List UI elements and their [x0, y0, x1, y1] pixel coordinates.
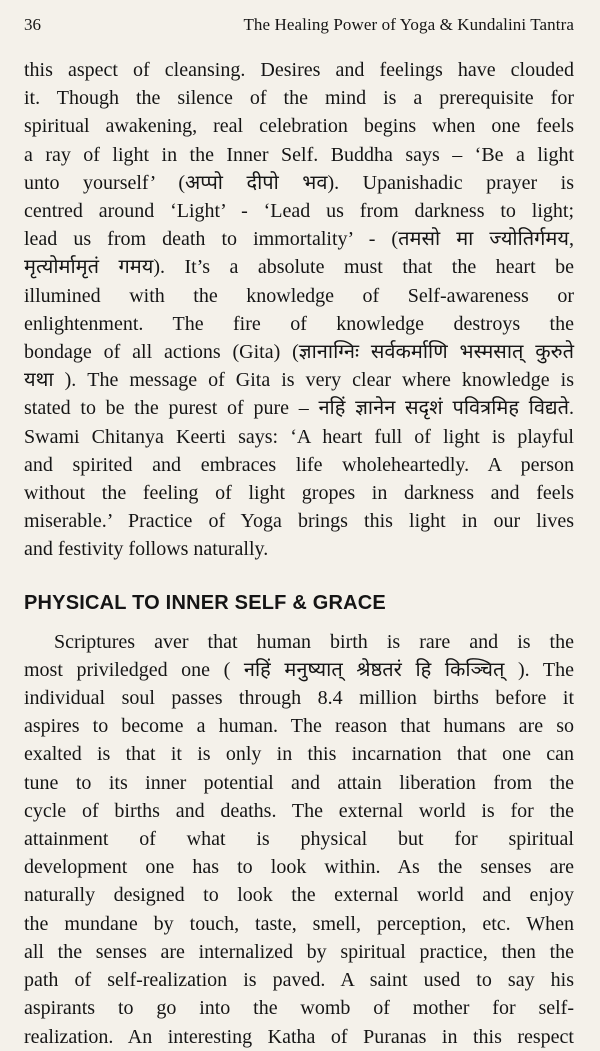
text-line: most priviledged one ( नहिं मनुष्यात् श्रेष्ठतरं हि किञ्चित् ). The — [24, 658, 574, 681]
text-line: tune to its inner potential and attain liberation from the — [24, 771, 574, 794]
text-line: attainment of what is physical but for spiritual — [24, 828, 574, 851]
body-paragraph-1 — [24, 56, 574, 564]
text-line: enlightenment. The fire of knowledge destroys the — [24, 312, 574, 335]
text-line: यथा ). The message of Gita is very clear where knowledge is — [24, 369, 574, 392]
text-line: path of self-realization is paved. A saint used to say his — [24, 969, 574, 992]
text-line: illumined with the knowledge of Self-awareness or — [24, 284, 574, 307]
text-line: exalted is that it is only in this incarnation that one can — [24, 743, 574, 766]
text-line: cycle of births and deaths. The external world is for the — [24, 799, 574, 822]
text-line: a ray of light in the Inner Self. Buddha says – ‘Be a light — [24, 143, 574, 166]
text-line: realization. An interesting Katha of Puranas in this respect — [24, 1025, 574, 1048]
text-line: miserable.’ Practice of Yoga brings this light in our lives — [24, 510, 574, 533]
section-heading: PHYSICAL TO INNER SELF & GRACE — [24, 591, 386, 614]
running-title: The Healing Power of Yoga & Kundalini Tantra — [243, 15, 574, 34]
text-line: मृत्योर्मामृतं गमय). It’s a absolute must that the heart be — [24, 256, 574, 279]
text-line: unto yourself’ (अप्पो दीपो भव). Upanishadic prayer is — [24, 171, 574, 194]
text-line: bondage of all actions (Gita) (ज्ञानाग्निः सर्वकर्माणि भस्मसात् कुरुते — [24, 341, 574, 364]
text-line: spiritual awakening, real celebration begins when one feels — [24, 115, 574, 138]
running-header — [24, 14, 574, 36]
text-line: aspirants to go into the womb of mother for self- — [24, 997, 574, 1020]
text-line: naturally designed to look the external world and enjoy — [24, 884, 574, 907]
text-line: and spirited and embraces life wholeheartedly. A person — [24, 453, 574, 476]
text-line: all the senses are internalized by spiritual practice, then the — [24, 940, 574, 963]
text-line: development one has to look within. As the senses are — [24, 856, 574, 879]
text-line: aspires to become a human. The reason that humans are so — [24, 715, 574, 738]
text-line: stated to be the purest of pure – नहिं ज्ञानेन सदृशं पवित्रमिह विद्यते. — [24, 397, 574, 420]
text-line: this aspect of cleansing. Desires and feelings have clouded — [24, 59, 574, 81]
text-line: centred around ‘Light’ - ‘Lead us from darkness to light; — [24, 200, 574, 223]
text-line: lead us from death to immortality’ - (तमसो मा ज्योतिर्गमय, — [24, 228, 574, 251]
body-paragraph-2 — [24, 628, 574, 1051]
text-line: individual soul passes through 8.4 million births before it — [24, 687, 574, 710]
text-line: and festivity follows naturally. — [24, 538, 269, 561]
text-line: Swami Chitanya Keerti says: ‘A heart full of light is playful — [24, 425, 574, 448]
text-line: without the feeling of light gropes in darkness and feels — [24, 482, 574, 505]
text-line: the mundane by touch, taste, smell, perception, etc. When — [24, 912, 574, 935]
text-line: Scriptures aver that human birth is rare and is the — [54, 630, 574, 653]
page-number: 36 — [24, 15, 41, 34]
text-line: it. Though the silence of the mind is a prerequisite for — [24, 87, 574, 110]
